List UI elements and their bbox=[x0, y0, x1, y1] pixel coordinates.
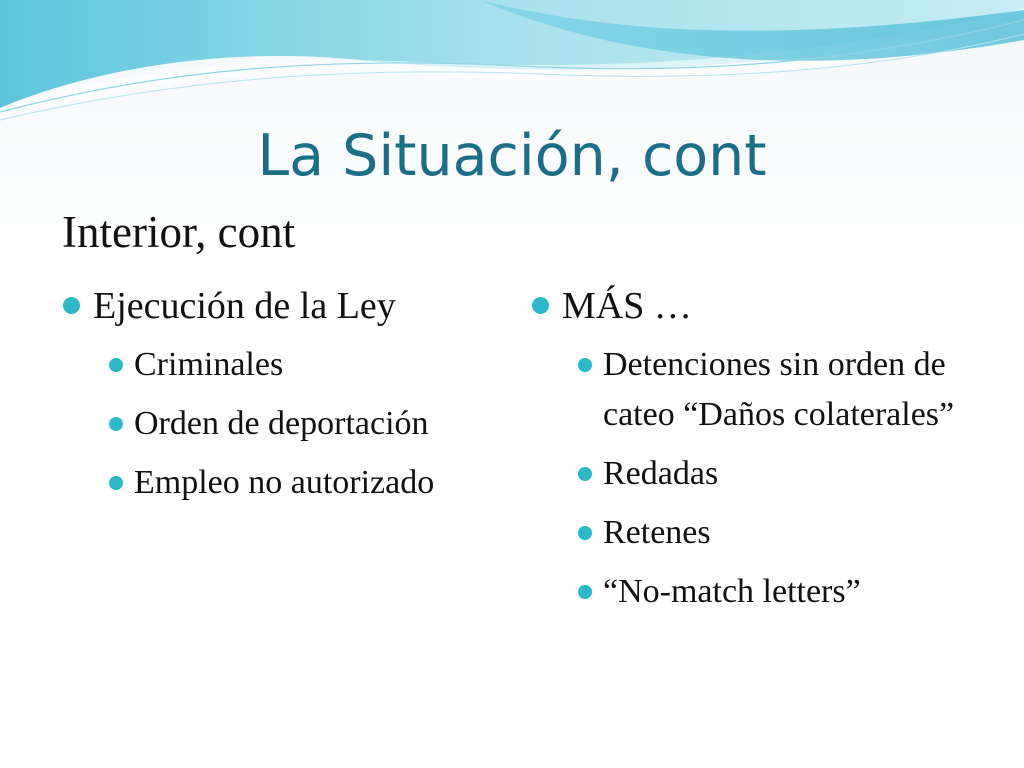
slide-title: La Situación, cont bbox=[257, 123, 767, 189]
decorative-wave-header bbox=[0, 0, 1024, 130]
bullet-heading-right bbox=[531, 284, 981, 328]
bullet-icon bbox=[532, 297, 549, 314]
bullet-icon bbox=[109, 358, 123, 372]
right-column bbox=[531, 284, 981, 626]
list-item-text: “No-match letters” bbox=[603, 573, 861, 610]
list-item-text: Empleo no autorizado bbox=[134, 464, 435, 501]
list-item bbox=[531, 340, 981, 440]
bullet-heading-left bbox=[62, 284, 482, 328]
bullet-icon bbox=[109, 476, 123, 490]
list-item bbox=[62, 340, 482, 390]
bullet-icon bbox=[578, 358, 592, 372]
list-item-text: Detenciones sin orden de cateo “Daños colaterales” bbox=[603, 346, 955, 433]
list-item bbox=[62, 458, 482, 508]
bullet-icon bbox=[578, 585, 592, 599]
list-item bbox=[62, 399, 482, 449]
bullet-icon bbox=[109, 417, 123, 431]
list-item-text: Retenes bbox=[603, 514, 711, 551]
left-column bbox=[62, 284, 482, 517]
slide-subtitle: Interior, cont bbox=[62, 207, 296, 257]
bullet-icon bbox=[578, 526, 592, 540]
list-item bbox=[531, 449, 981, 499]
bullet-heading-text: Ejecución de la Ley bbox=[93, 285, 396, 327]
bullet-icon bbox=[63, 297, 80, 314]
list-item bbox=[531, 567, 981, 617]
list-item-text: Orden de deportación bbox=[134, 405, 429, 442]
list-item bbox=[531, 508, 981, 558]
bullet-heading-text: MÁS … bbox=[562, 285, 692, 327]
bullet-icon bbox=[578, 467, 592, 481]
list-item-text: Criminales bbox=[134, 346, 284, 383]
list-item-text: Redadas bbox=[603, 455, 719, 492]
